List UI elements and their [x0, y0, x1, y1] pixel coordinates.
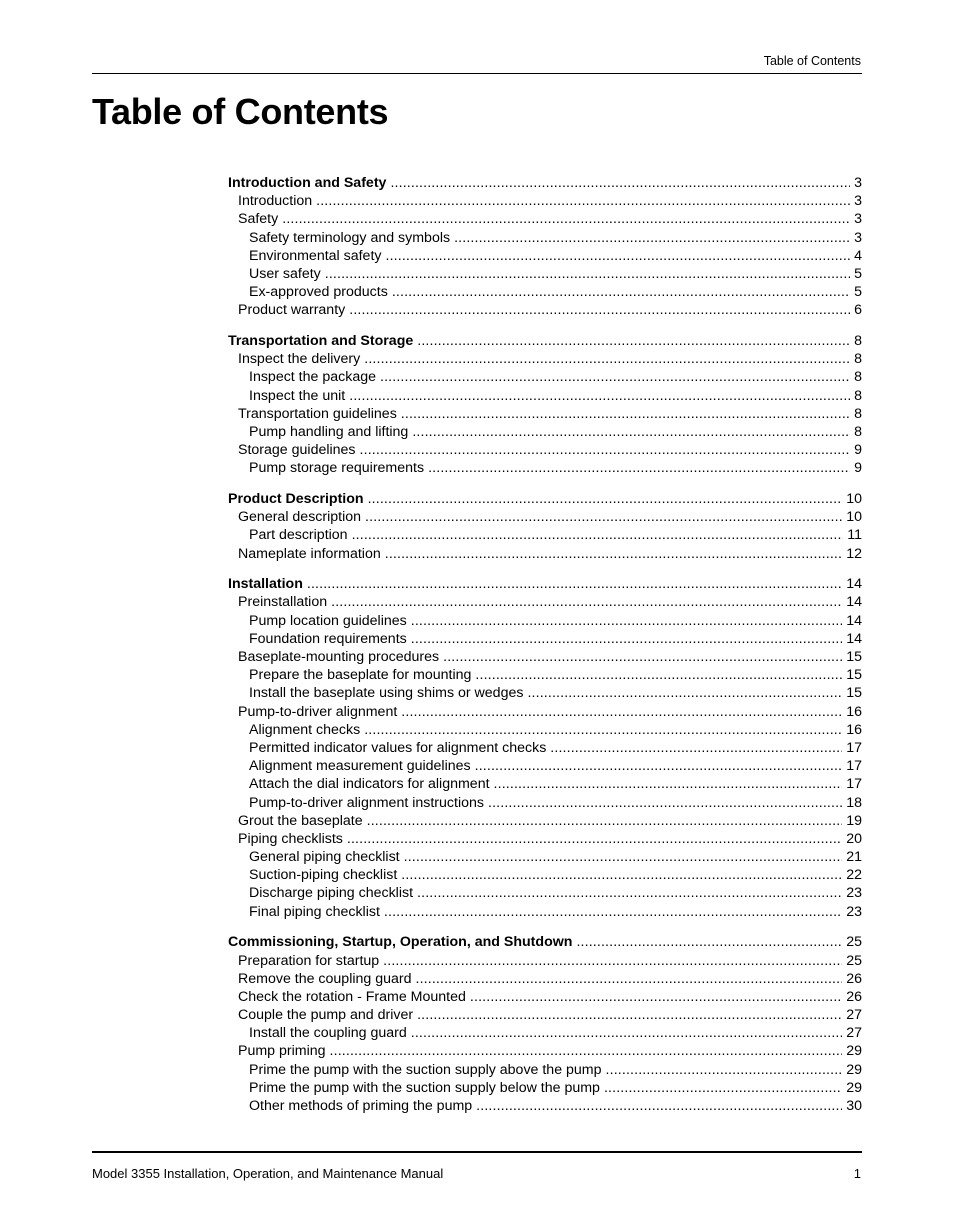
toc-entry-title: Pump-to-driver alignment	[238, 703, 398, 720]
toc-entry-title: Product Description	[228, 491, 364, 507]
toc-entry-title: User safety	[249, 265, 321, 282]
toc-entry[interactable]	[228, 1061, 862, 1079]
toc-entry[interactable]	[228, 368, 862, 386]
toc-dot-leader	[475, 666, 842, 684]
toc-dot-leader	[417, 332, 850, 350]
toc-dot-leader	[349, 301, 850, 319]
toc-entry[interactable]	[228, 666, 862, 684]
toc-entry-title: Commissioning, Startup, Operation, and Shutdown	[228, 934, 573, 951]
toc-dot-leader	[360, 441, 851, 459]
toc-entry[interactable]	[228, 630, 862, 648]
toc-section	[228, 174, 862, 320]
toc-entry-title: Piping checklists	[238, 830, 343, 847]
toc-entry-title: Check the rotation - Frame Mounted	[238, 988, 466, 1005]
toc-dot-leader	[454, 229, 850, 247]
toc-entry-page: 17	[846, 776, 862, 793]
toc-dot-leader	[428, 459, 850, 477]
toc-dot-leader	[383, 952, 842, 970]
toc-entry-page: 26	[846, 970, 862, 987]
toc-entry-page: 3	[854, 229, 862, 246]
toc-entry[interactable]	[228, 545, 862, 563]
toc-dot-leader	[417, 884, 842, 902]
toc-entry-page: 8	[854, 387, 862, 404]
toc-dot-leader	[349, 387, 850, 405]
toc-dot-leader	[325, 265, 850, 283]
toc-entry[interactable]	[228, 612, 862, 630]
running-header-title: Table of Contents	[763, 54, 861, 68]
toc-section	[228, 933, 862, 1115]
toc-entry-page: 8	[854, 423, 862, 440]
toc-entry-page: 14	[846, 630, 862, 647]
toc-entry-page: 14	[846, 594, 862, 611]
toc-entry[interactable]	[228, 350, 862, 368]
toc-entry-page: 22	[846, 867, 862, 884]
toc-dot-leader	[347, 830, 842, 848]
toc-entry[interactable]	[228, 848, 862, 866]
toc-dot-leader	[384, 903, 842, 921]
toc-entry[interactable]	[228, 265, 862, 283]
footer-manual-title: Model 3355 Installation, Operation, and Maintenance Manual	[92, 1166, 444, 1181]
toc-entry[interactable]	[228, 903, 862, 921]
toc-entry-title: Alignment checks	[249, 721, 361, 738]
toc-dot-leader	[470, 988, 842, 1006]
toc-entry[interactable]	[228, 283, 862, 301]
toc-entry-title: Foundation requirements	[249, 630, 407, 647]
toc-entry-title: Suction-piping checklist	[249, 867, 398, 884]
toc-entry[interactable]	[228, 508, 862, 526]
toc-section	[228, 332, 862, 478]
toc-entry-title: Introduction	[238, 193, 313, 210]
toc-entry-page: 14	[846, 576, 862, 593]
toc-entry-title: Final piping checklist	[249, 903, 380, 920]
toc-entry[interactable]	[228, 526, 862, 544]
toc-entry-page: 8	[854, 405, 862, 422]
toc-entry-page: 3	[854, 211, 862, 228]
toc-entry-page: 26	[846, 988, 862, 1005]
toc-entry-title: Attach the dial indicators for alignment	[249, 776, 490, 793]
toc-entry[interactable]	[228, 459, 862, 477]
toc-dot-leader	[606, 1061, 843, 1079]
toc-entry[interactable]	[228, 247, 862, 265]
toc-dot-leader	[475, 757, 843, 775]
toc-entry[interactable]	[228, 830, 862, 848]
toc-dot-leader	[380, 368, 850, 386]
toc-entry[interactable]	[228, 884, 862, 902]
toc-entry-title: Ex-approved products	[249, 284, 388, 301]
toc-dot-leader	[365, 508, 842, 526]
toc-dot-leader	[412, 423, 850, 441]
toc-entry-title: Preinstallation	[238, 594, 328, 611]
toc-entry[interactable]	[228, 1042, 862, 1060]
toc-entry-title: Alignment measurement guidelines	[249, 758, 471, 775]
toc-dot-leader	[550, 739, 842, 757]
toc-entry-page: 25	[846, 952, 862, 969]
toc-entry-title: General description	[238, 509, 362, 526]
toc-entry[interactable]	[228, 988, 862, 1006]
toc-entry-page: 5	[854, 265, 862, 282]
toc-entry-page: 8	[854, 333, 862, 349]
toc-entry-title: Couple the pump and driver	[238, 1007, 414, 1024]
toc-entry-page: 30	[846, 1098, 862, 1114]
toc-dot-leader	[476, 1097, 842, 1115]
toc-entry[interactable]	[228, 1097, 862, 1115]
toc-entry-title: Prime the pump with the suction supply below the pump	[249, 1079, 600, 1096]
toc-entry-page: 27	[846, 1007, 862, 1024]
toc-entry-title: Pump storage requirements	[249, 460, 425, 477]
toc-entry-page: 16	[846, 703, 862, 720]
toc-entry-page: 4	[854, 247, 862, 264]
toc-entry[interactable]	[228, 757, 862, 775]
table-of-contents	[228, 174, 862, 1128]
toc-entry-title: Environmental safety	[249, 247, 382, 264]
toc-dot-leader	[416, 970, 843, 988]
toc-entry-page: 29	[846, 1061, 862, 1078]
toc-entry[interactable]	[228, 721, 862, 739]
toc-dot-leader	[417, 1006, 842, 1024]
toc-dot-leader	[401, 703, 842, 721]
toc-dot-leader	[367, 812, 843, 830]
toc-entry-title: Part description	[249, 527, 348, 544]
toc-entry-title: Transportation and Storage	[228, 333, 414, 349]
toc-entry-title: Pump-to-driver alignment instructions	[249, 794, 484, 811]
toc-entry[interactable]	[228, 1079, 862, 1097]
toc-entry-title: Discharge piping checklist	[249, 885, 414, 902]
toc-dot-leader	[364, 350, 850, 368]
toc-entry-title: Preparation for startup	[238, 952, 380, 969]
toc-entry-title: Pump location guidelines	[249, 612, 407, 629]
toc-entry[interactable]	[228, 970, 862, 988]
toc-entry[interactable]	[228, 866, 862, 884]
toc-dot-leader	[364, 721, 842, 739]
toc-section-heading[interactable]	[228, 933, 862, 951]
toc-dot-leader	[385, 247, 850, 265]
toc-entry-title: Prime the pump with the suction supply above the pump	[249, 1061, 602, 1078]
toc-entry-page: 18	[846, 794, 862, 811]
toc-entry-page: 19	[846, 812, 862, 829]
toc-dot-leader	[527, 684, 842, 702]
toc-entry-title: Inspect the delivery	[238, 351, 361, 368]
toc-entry-page: 3	[854, 175, 862, 191]
toc-entry-page: 23	[846, 885, 862, 902]
toc-entry-page: 3	[854, 193, 862, 210]
toc-entry-title: Introduction and Safety	[228, 175, 387, 191]
toc-entry-title: Product warranty	[238, 302, 346, 319]
toc-dot-leader	[604, 1079, 842, 1097]
toc-dot-leader	[488, 794, 842, 812]
toc-entry-page: 11	[847, 527, 862, 544]
toc-dot-leader	[401, 405, 850, 423]
toc-dot-leader	[401, 866, 842, 884]
toc-entry-page: 9	[854, 442, 862, 459]
toc-entry-title: Transportation guidelines	[238, 405, 397, 422]
toc-entry[interactable]	[228, 952, 862, 970]
toc-entry[interactable]	[228, 812, 862, 830]
toc-section-heading[interactable]	[228, 575, 862, 593]
toc-entry[interactable]	[228, 775, 862, 793]
toc-dot-leader	[392, 283, 850, 301]
toc-entry-page: 16	[846, 721, 862, 738]
toc-entry[interactable]	[228, 441, 862, 459]
toc-entry-page: 20	[846, 830, 862, 847]
toc-entry-page: 27	[846, 1025, 862, 1042]
toc-entry-title: Inspect the unit	[249, 387, 346, 404]
toc-entry-title: Other methods of priming the pump	[249, 1098, 473, 1114]
toc-entry-page: 12	[846, 545, 862, 562]
toc-dot-leader	[411, 612, 842, 630]
toc-entry-page: 8	[854, 369, 862, 386]
toc-entry-page: 15	[846, 649, 862, 665]
toc-dot-leader	[443, 648, 842, 666]
toc-entry-title: Prepare the baseplate for mounting	[249, 667, 472, 684]
toc-entry-page: 29	[846, 1043, 862, 1060]
toc-entry-title: Baseplate-mounting procedures	[238, 649, 440, 665]
toc-dot-leader	[390, 174, 850, 192]
toc-entry[interactable]	[228, 387, 862, 405]
toc-entry-page: 25	[846, 934, 862, 951]
toc-section	[228, 490, 862, 563]
toc-dot-leader	[282, 210, 850, 228]
toc-dot-leader	[576, 933, 842, 951]
toc-entry-page: 10	[846, 491, 862, 507]
toc-entry-page: 17	[846, 758, 862, 775]
toc-entry-page: 21	[846, 849, 862, 866]
toc-entry[interactable]	[228, 794, 862, 812]
toc-entry-page: 29	[846, 1079, 862, 1096]
toc-entry[interactable]	[228, 405, 862, 423]
toc-section-heading[interactable]	[228, 174, 862, 192]
toc-entry[interactable]	[228, 301, 862, 319]
toc-dot-leader	[352, 526, 844, 544]
toc-entry-page: 10	[846, 509, 862, 526]
toc-dot-leader	[494, 775, 843, 793]
toc-entry-title: Pump handling and lifting	[249, 423, 409, 440]
toc-entry[interactable]	[228, 684, 862, 702]
header-rule	[92, 73, 862, 74]
toc-entry[interactable]	[228, 1024, 862, 1042]
toc-dot-leader	[404, 848, 843, 866]
toc-entry-page: 9	[854, 460, 862, 477]
toc-dot-leader	[330, 1042, 843, 1060]
toc-entry[interactable]	[228, 593, 862, 611]
toc-dot-leader	[411, 630, 842, 648]
toc-section	[228, 575, 862, 921]
page-title: Table of Contents	[92, 91, 389, 132]
toc-entry-title: Nameplate information	[238, 545, 381, 562]
toc-entry-title: General piping checklist	[249, 849, 400, 866]
toc-entry-page: 15	[846, 667, 862, 684]
toc-entry[interactable]	[228, 1006, 862, 1024]
toc-entry-page: 5	[854, 284, 862, 301]
footer-rule	[92, 1151, 862, 1153]
toc-entry-page: 6	[854, 302, 862, 319]
toc-section-heading[interactable]	[228, 490, 862, 508]
toc-entry-title: Storage guidelines	[238, 442, 356, 459]
toc-entry-title: Grout the baseplate	[238, 812, 363, 829]
toc-entry-title: Install the coupling guard	[249, 1025, 407, 1042]
toc-entry[interactable]	[228, 229, 862, 247]
toc-entry-title: Pump priming	[238, 1043, 326, 1060]
toc-entry-page: 17	[846, 739, 862, 756]
toc-dot-leader	[385, 545, 842, 563]
toc-dot-leader	[316, 192, 850, 210]
toc-entry-title: Permitted indicator values for alignment checks	[249, 739, 547, 756]
toc-entry-page: 8	[854, 351, 862, 368]
toc-dot-leader	[411, 1024, 842, 1042]
toc-entry[interactable]	[228, 423, 862, 441]
toc-entry[interactable]	[228, 648, 862, 666]
toc-entry-page: 23	[846, 903, 862, 920]
toc-entry-title: Inspect the package	[249, 369, 376, 386]
toc-entry-page: 14	[846, 612, 862, 629]
toc-entry-title: Safety	[238, 211, 279, 228]
toc-entry[interactable]	[228, 703, 862, 721]
toc-dot-leader	[307, 575, 842, 593]
toc-dot-leader	[331, 593, 842, 611]
footer-page-number: 1	[853, 1166, 861, 1181]
toc-entry[interactable]	[228, 192, 862, 210]
toc-entry-title: Installation	[228, 576, 303, 593]
toc-entry-page: 15	[846, 685, 862, 702]
toc-section-heading[interactable]	[228, 332, 862, 350]
toc-entry-title: Install the baseplate using shims or wedges	[249, 685, 524, 702]
toc-entry-title: Remove the coupling guard	[238, 970, 412, 987]
toc-entry-title: Safety terminology and symbols	[249, 229, 451, 246]
toc-entry[interactable]	[228, 210, 862, 228]
toc-entry[interactable]	[228, 739, 862, 757]
toc-dot-leader	[368, 490, 843, 508]
